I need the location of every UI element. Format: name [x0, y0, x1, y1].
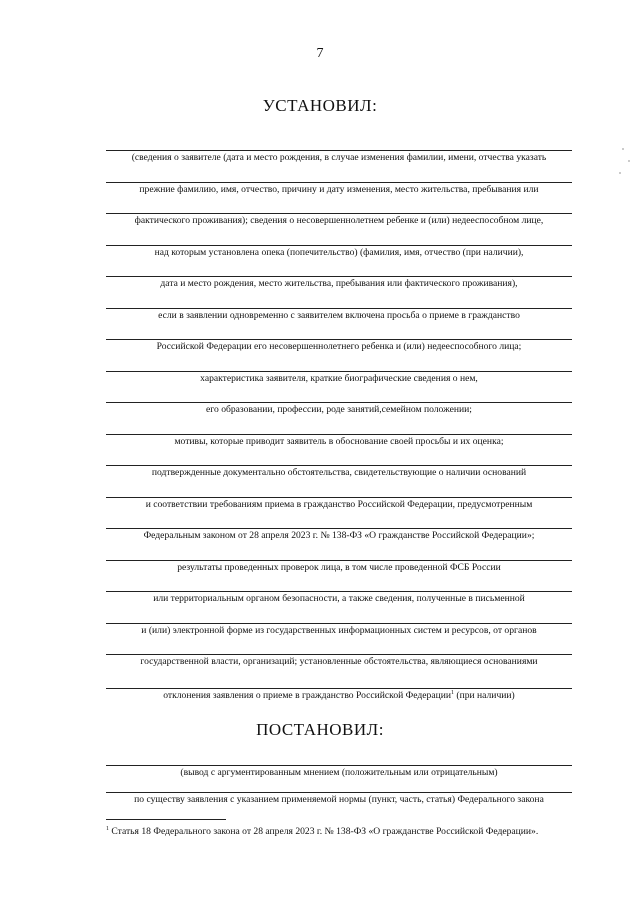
caption-suffix: (при наличии) — [453, 690, 515, 701]
footnote-marker: 1 — [106, 826, 109, 832]
blank-line-rule — [106, 623, 572, 624]
blank-line-rule — [106, 591, 572, 592]
decision-caption: по существу заявления с указанием применяемой нормы (пункт, часть, статья) Федерального закона — [134, 794, 544, 805]
blank-line-rule — [106, 560, 572, 561]
footnote — [106, 826, 586, 837]
form-caption: мотивы, которые приводит заявитель в обоснование своей просьбы и их оценка; — [174, 436, 504, 447]
caption-text: отклонения заявления о приеме в гражданство Российской Федерации — [163, 690, 451, 701]
scan-speck — [619, 172, 621, 174]
blank-line-rule — [106, 150, 572, 151]
form-caption: его образовании, профессии, роде занятий,семейном положении; — [206, 404, 472, 415]
blank-line-rule — [106, 182, 572, 183]
footnote-reference: 1 — [450, 690, 454, 696]
blank-line-rule — [106, 654, 572, 655]
footnote-separator — [106, 819, 226, 820]
heading-established: УСТАНОВИЛ: — [262, 96, 378, 115]
decision-caption: (вывод с аргументированным мнением (положительным или отрицательным) — [180, 767, 498, 778]
blank-line-rule — [106, 339, 572, 340]
scan-speck — [628, 160, 630, 162]
form-caption: или территориальным органом безопасности, а также сведения, полученные в письменной — [153, 593, 525, 604]
blank-line-rule — [106, 434, 572, 435]
form-caption: подтвержденные документально обстоятельства, свидетельствующие о наличии оснований — [151, 467, 527, 478]
scan-speck — [622, 148, 624, 150]
page-number: 7 — [316, 46, 324, 61]
blank-line-rule — [106, 688, 572, 689]
blank-line-rule — [106, 245, 572, 246]
form-caption: государственной власти, организаций; установленные обстоятельства, являющиеся основаниями — [140, 656, 538, 667]
form-caption: над которым установлена опека (попечительство) (фамилия, имя, отчество (при наличии), — [154, 247, 524, 258]
blank-line-rule — [106, 402, 572, 403]
blank-line-rule — [106, 792, 572, 793]
form-caption: характеристика заявителя, краткие биографические сведения о нем, — [200, 373, 478, 384]
form-caption-last — [100, 690, 578, 702]
form-caption: и (или) электронной форме из государственных информационных систем и ресурсов, от органов — [141, 625, 537, 636]
form-caption: прежние фамилию, имя, отчество, причину и дату изменения, место жительства, пребывания или — [139, 184, 539, 195]
form-caption: Федеральным законом от 28 апреля 2023 г. № 138-ФЗ «О гражданстве Российской Федерации»; — [143, 530, 535, 541]
blank-line-rule — [106, 308, 572, 309]
blank-line-rule — [106, 213, 572, 214]
blank-line-rule — [106, 528, 572, 529]
blank-line-rule — [106, 276, 572, 277]
footnote-text: Статья 18 Федерального закона от 28 апреля 2023 г. № 138-ФЗ «О гражданстве Российской Федерации». — [109, 826, 539, 837]
blank-line-rule — [106, 465, 572, 466]
form-caption: и соответствии требованиям приема в гражданство Российской Федерации, предусмотренным — [145, 499, 533, 510]
form-caption: результаты проведенных проверок лица, в том числе проведенной ФСБ России — [177, 562, 501, 573]
form-caption: фактического проживания); сведения о несовершеннолетнем ребенке и (или) недееспособном лице, — [134, 215, 544, 226]
form-caption: Российской Федерации его несовершеннолетнего ребенка и (или) недееспособного лица; — [156, 341, 522, 352]
blank-line-rule — [106, 497, 572, 498]
blank-line-rule — [106, 765, 572, 766]
form-caption: дата и место рождения, место жительства, пребывания или фактического проживания), — [160, 278, 518, 289]
form-caption: если в заявлении одновременно с заявителем включена просьба о приеме в гражданство — [158, 310, 520, 321]
form-caption: (сведения о заявителе (дата и место рождения, в случае изменения фамилии, имени, отчества указать — [131, 152, 547, 163]
heading-decided: ПОСТАНОВИЛ: — [256, 720, 384, 739]
blank-line-rule — [106, 371, 572, 372]
